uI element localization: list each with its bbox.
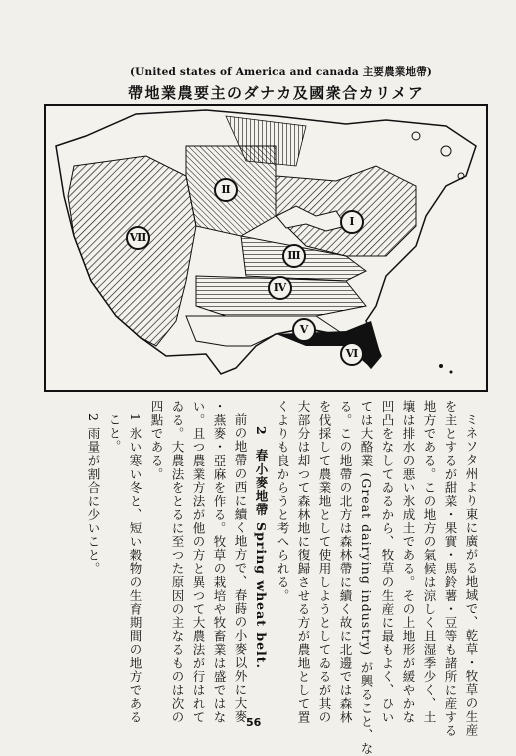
text-column: 地方である。この地方の氣候は涼しく且湿季少く、土 xyxy=(422,400,437,724)
region-label-vii: Ⅶ xyxy=(126,226,150,250)
map-subtitle: (United states of America and canada 主要農業地帶) xyxy=(130,66,433,78)
text-column: 大部分は却つて森林地に復歸させる方が農地として置 xyxy=(296,400,311,724)
text-column: 四點である。 xyxy=(149,400,164,481)
text-column: 前の地帶の西に續く地方で、春蒔の小麥以外に大麥 xyxy=(233,413,248,724)
region-label-iii: Ⅲ xyxy=(282,244,306,268)
text-column: ・燕麥・亞麻を作る。牧草の栽培や牧畜業は盛ではな xyxy=(212,400,227,724)
farming-regions-map xyxy=(44,104,488,392)
region-label-v: Ⅴ xyxy=(292,318,316,342)
text-column: を伐採して農業地として使用しようとしてゐるが其の xyxy=(317,400,332,724)
text-column: くよりも良からうと考へられる。 xyxy=(275,400,290,603)
text-column: る。この地帶の北方は森林帶に續く故に北邊では森林 xyxy=(338,400,353,724)
text-column: い。且つ農業方法が他の方と異つて大農法が行はれて xyxy=(191,400,206,724)
region-label-vi: Ⅵ xyxy=(340,342,364,366)
list-item-continuation: こと。 xyxy=(107,413,122,454)
region-label-ii: Ⅱ xyxy=(214,178,238,202)
region-label-iv: Ⅳ xyxy=(268,276,292,300)
text-column: ゐる。大農法をとるに至つた原因の主なるものは次の xyxy=(170,400,185,724)
list-item: 1 氷い寒い冬と、短い穀物の生育期間の地方である xyxy=(128,413,143,724)
map-drawing xyxy=(46,106,486,390)
region-vii-area xyxy=(68,156,196,346)
text-column: 凹凸をなしてゐるから、牧草の生産に最もよく、ひい xyxy=(380,400,395,724)
section-heading: 2 春小麥地帶 Spring wheat belt. xyxy=(254,426,269,669)
text-column: を主とするが甜菜・果實・馬鈴薯・豆等も諸所に産する xyxy=(443,400,458,738)
text-column: ては大酪業 (Great dairying industry) が興ること、な xyxy=(359,400,374,756)
region-label-i: Ⅰ xyxy=(340,210,364,234)
text-column: 壤は排水の悪い氷成土である。その上地形が緩やかな xyxy=(401,400,416,724)
page-number: 56 xyxy=(246,716,262,729)
map-title: 帶地業農要主のダナカ及國衆合カリメア xyxy=(128,84,425,102)
list-item: 2 雨量が割合に少いこと。 xyxy=(86,413,101,576)
text-column: ミネソタ州より東に廣がる地域で、乾草・牧草の生産 xyxy=(464,413,479,737)
